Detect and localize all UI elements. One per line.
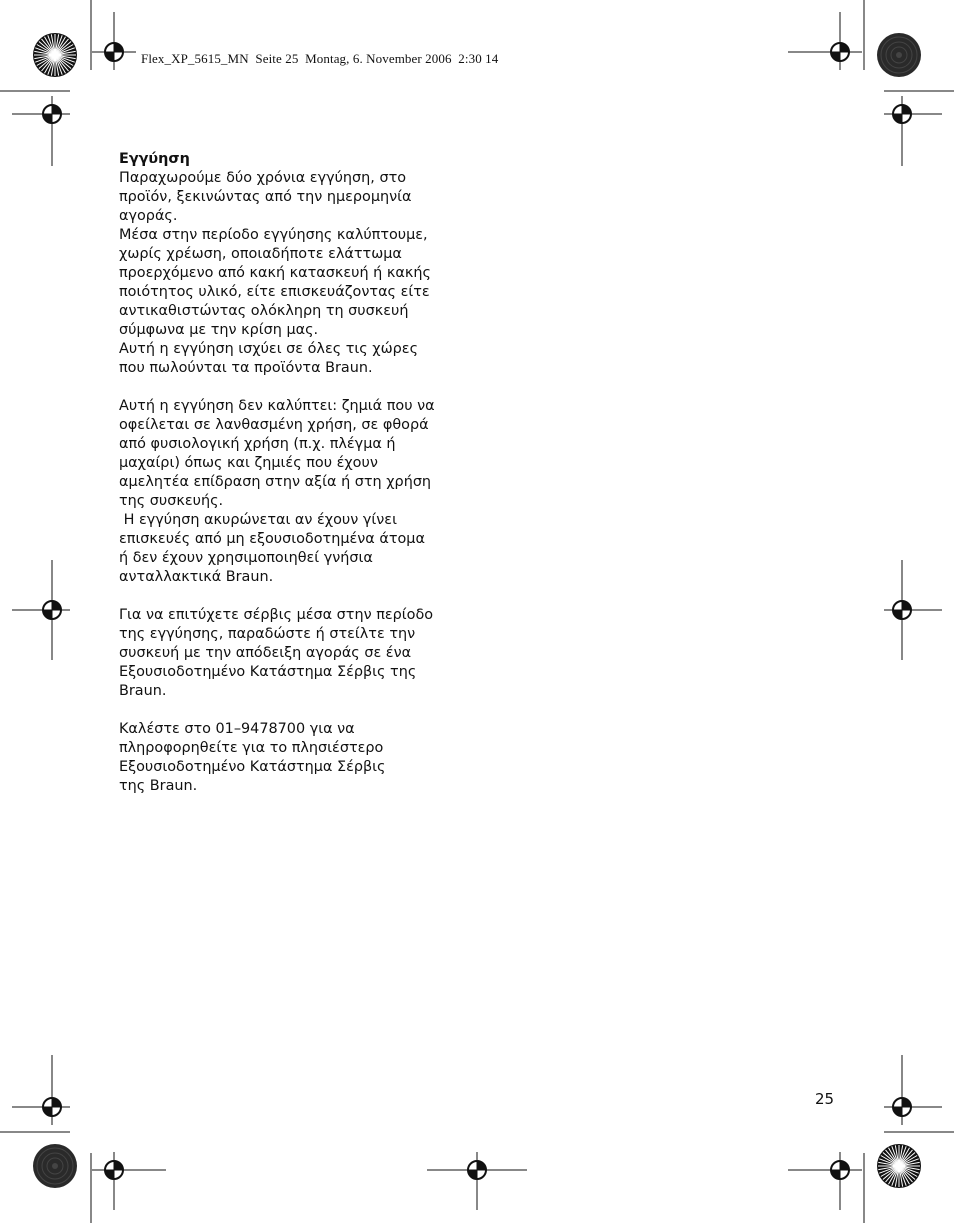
page-number: 25 xyxy=(815,1090,835,1108)
section-heading: Εγγύηση xyxy=(119,151,190,167)
warranty-text xyxy=(119,169,464,796)
text-line: σύμφωνα με την κρίση μας. xyxy=(119,322,319,338)
text-line: της εγγύησης, παραδώστε ή στείλτε την xyxy=(119,626,416,642)
text-line: ανταλλακτικά Braun. xyxy=(119,569,274,585)
text-line: ποιότητος υλικό, είτε επισκευάζοντας είτε xyxy=(119,284,430,300)
registration-target-right-middle xyxy=(884,560,942,660)
paragraph-gap xyxy=(119,701,464,720)
text-line: ή δεν έχουν χρησιμοποιηθεί γνήσια xyxy=(119,550,373,566)
registration-target-bottom-right xyxy=(788,1152,862,1210)
text-line: πληροφορηθείτε για το πλησιέστερο xyxy=(119,740,384,756)
registration-target-left-lower xyxy=(12,1055,70,1125)
star-target-bottom-right xyxy=(877,1144,921,1188)
print-slug-line: Flex_XP_5615_MN Seite 25 Montag, 6. November 2006 2:30 14 xyxy=(141,51,499,66)
registration-target-left-upper xyxy=(12,96,70,166)
text-line: της συσκευής. xyxy=(119,493,224,509)
warranty-section xyxy=(119,150,464,796)
text-line: Εξουσιοδοτημένο Κατάστημα Σέρβις της xyxy=(119,664,417,680)
text-line: Braun. xyxy=(119,683,167,699)
density-target-top-right xyxy=(877,33,921,77)
text-line: Η εγγύηση ακυρώνεται αν έχουν γίνει xyxy=(119,512,397,528)
text-line: Μέσα στην περίοδο εγγύησης καλύπτουμε, xyxy=(119,227,428,243)
registration-target-bottom-center xyxy=(427,1152,527,1210)
text-line: αμελητέα επίδραση στην αξία ή στη χρήση xyxy=(119,474,432,490)
text-line: Αυτή η εγγύηση ισχύει σε όλες τις χώρες xyxy=(119,341,419,357)
paragraph-gap xyxy=(119,378,464,397)
density-target-bottom-left xyxy=(33,1144,77,1188)
text-line: αγοράς. xyxy=(119,208,178,224)
registration-target-bottom-left xyxy=(92,1152,166,1210)
text-line: χωρίς χρέωση, οποιαδήποτε ελάττωμα xyxy=(119,246,402,262)
paragraph-gap xyxy=(119,587,464,606)
text-line: μαχαίρι) όπως και ζημιές που έχουν xyxy=(119,455,378,471)
registration-target-right-upper xyxy=(884,96,942,166)
text-line: Αυτή η εγγύηση δεν καλύπτει: ζημιά που να xyxy=(119,398,435,414)
star-target-top-left xyxy=(33,33,77,77)
text-line: Καλέστε στο 01–9478700 για να xyxy=(119,721,355,737)
text-line: οφείλεται σε λανθασμένη χρήση, σε φθορά xyxy=(119,417,429,433)
text-line: Εξουσιοδοτημένο Κατάστημα Σέρβις xyxy=(119,759,386,775)
registration-target-right-lower xyxy=(884,1055,942,1125)
registration-target-top-left xyxy=(92,12,136,70)
text-line: που πωλούνται τα προϊόντα Braun. xyxy=(119,360,373,376)
text-line: συσκευή με την απόδειξη αγοράς σε ένα xyxy=(119,645,412,661)
text-line: προϊόν, ξεκινώντας από την ημερομηνία xyxy=(119,189,412,205)
text-line: επισκευές από μη εξουσιοδοτημένα άτομα xyxy=(119,531,425,547)
text-line: αντικαθιστώντας ολόκληρη τη συσκευή xyxy=(119,303,409,319)
registration-target-top-right xyxy=(788,12,862,70)
text-line: προερχόμενο από κακή κατασκευή ή κακής xyxy=(119,265,431,281)
text-line: από φυσιολογική χρήση (π.χ. πλέγμα ή xyxy=(119,436,396,452)
text-line: Για να επιτύχετε σέρβις μέσα στην περίοδο xyxy=(119,607,434,623)
registration-target-left-middle xyxy=(12,560,70,660)
text-line: Παραχωρούμε δύο χρόνια εγγύηση, στο xyxy=(119,170,407,186)
text-line: της Braun. xyxy=(119,778,198,794)
